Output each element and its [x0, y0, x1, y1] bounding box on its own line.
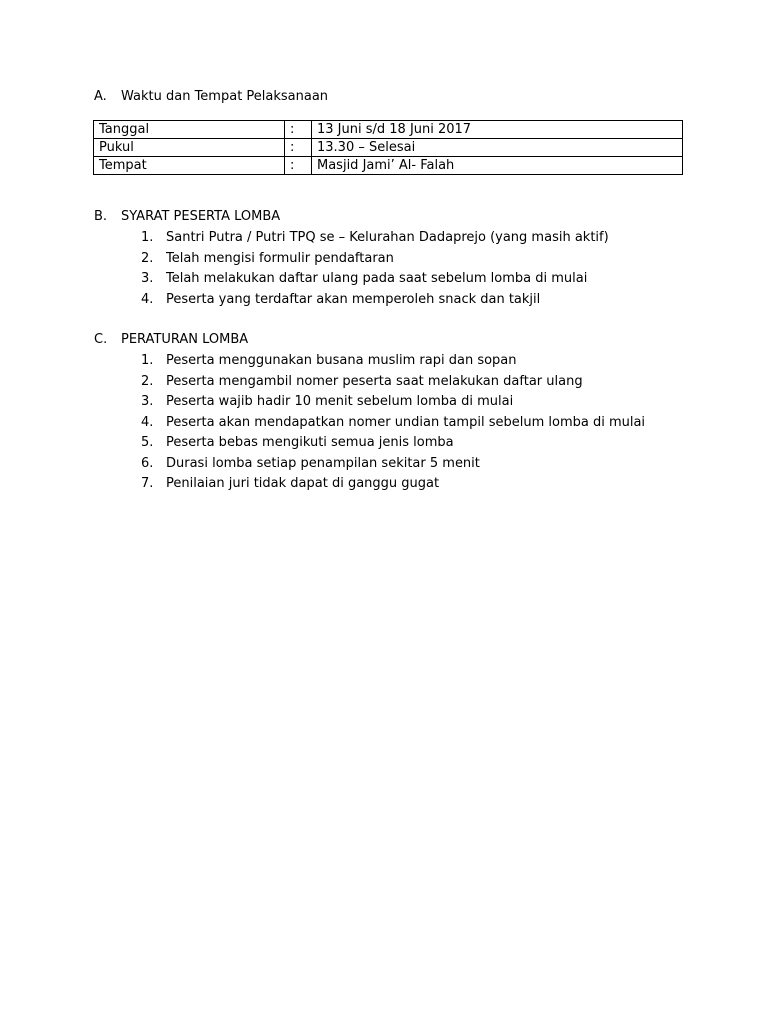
list-item-text: Telah mengisi formulir pendaftaran: [166, 250, 394, 266]
section-a-title: Waktu dan Tempat Pelaksanaan: [121, 89, 329, 104]
table-cell-label: Tanggal: [94, 121, 285, 139]
requirements-list: [141, 228, 609, 310]
list-item-text: Penilaian juri tidak dapat di ganggu gugat: [166, 476, 440, 491]
list-item-number: 4.: [141, 291, 154, 307]
list-item-text: Peserta menggunakan busana muslim rapi dan sopan: [166, 353, 517, 368]
table-row: [94, 139, 683, 157]
section-b-heading: [94, 208, 280, 226]
list-item-text: Peserta akan mendapatkan nomer undian tampil sebelum lomba di mulai: [166, 414, 646, 430]
list-item-number: 3.: [141, 271, 154, 286]
table-row: [94, 157, 683, 175]
section-c-title: PERATURAN LOMBA: [121, 332, 249, 347]
list-item-text: Peserta bebas mengikuti semua jenis lomba: [166, 435, 454, 450]
list-item: [141, 433, 645, 454]
list-item-text: Durasi lomba setiap penampilan sekitar 5 menit: [166, 455, 480, 471]
list-item: [141, 392, 645, 413]
section-c-letter: C.: [94, 332, 108, 347]
list-item: [141, 290, 609, 311]
list-item-number: 5.: [141, 435, 154, 450]
list-item-number: 4.: [141, 414, 154, 430]
list-item-text: Telah melakukan daftar ulang pada saat sebelum lomba di mulai: [166, 271, 588, 286]
table-cell-separator: :: [285, 121, 312, 139]
list-item: [141, 413, 645, 434]
list-item: [141, 454, 645, 475]
table-cell-separator: :: [285, 139, 312, 157]
section-c-heading: [94, 331, 248, 349]
table-cell-value: Masjid Jami’ Al- Falah: [312, 157, 683, 175]
list-item-number: 6.: [141, 455, 154, 471]
section-b-letter: B.: [94, 209, 108, 224]
list-item-number: 1.: [141, 230, 154, 245]
section-b-title: SYARAT PESERTA LOMBA: [121, 209, 281, 224]
list-item-text: Peserta mengambil nomer peserta saat melakukan daftar ulang: [166, 373, 583, 389]
list-item-number: 2.: [141, 373, 154, 389]
list-item-text: Santri Putra / Putri TPQ se – Kelurahan Dadaprejo (yang masih aktif): [166, 230, 609, 245]
list-item-number: 3.: [141, 394, 154, 409]
schedule-table: [93, 120, 683, 175]
list-item-text: Peserta yang terdaftar akan memperoleh snack dan takjil: [166, 291, 541, 307]
list-item-text: Peserta wajib hadir 10 menit sebelum lomba di mulai: [166, 394, 514, 409]
table-cell-value: 13.30 – Selesai: [312, 139, 683, 157]
list-item: [141, 249, 609, 270]
table-cell-label: Pukul: [94, 139, 285, 157]
section-a-letter: A.: [94, 89, 107, 104]
list-item: [141, 372, 645, 393]
table-cell-label: Tempat: [94, 157, 285, 175]
table-row: [94, 121, 683, 139]
list-item: [141, 351, 645, 372]
table-cell-value: 13 Juni s/d 18 Juni 2017: [312, 121, 683, 139]
list-item: [141, 228, 609, 249]
rules-list: [141, 351, 645, 495]
table-cell-separator: :: [285, 157, 312, 175]
list-item: [141, 269, 609, 290]
section-a-heading: [94, 88, 328, 106]
list-item-number: 2.: [141, 250, 154, 266]
list-item-number: 1.: [141, 353, 154, 368]
list-item-number: 7.: [141, 476, 154, 491]
list-item: [141, 474, 645, 495]
